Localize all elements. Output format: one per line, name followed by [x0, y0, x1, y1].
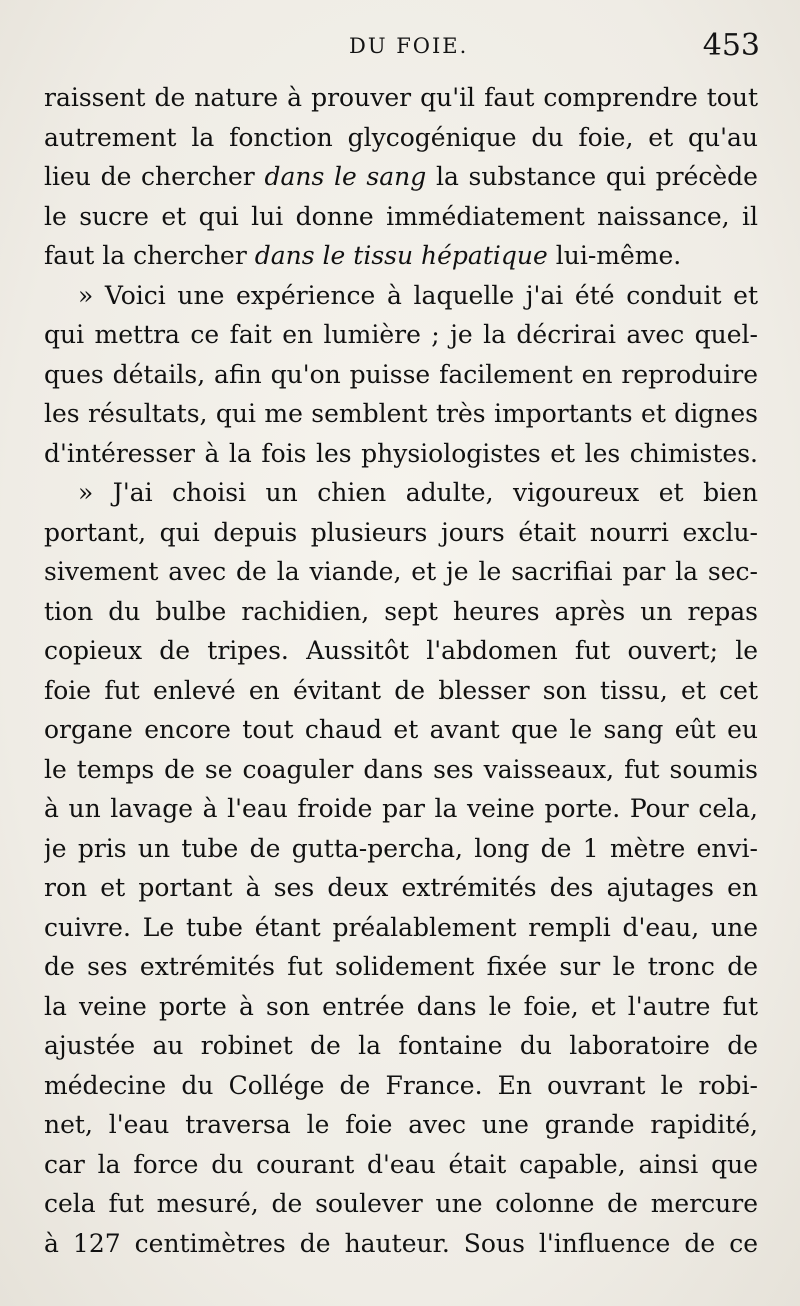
text-line: cela fut mesuré, de soulever une colonne de mercure: [44, 1189, 758, 1218]
text-line: net, l'eau traversa le foie avec une grande rapidité,: [44, 1110, 758, 1139]
text-line: la veine porte à son entrée dans le foie, et l'autre fut: [44, 991, 758, 1021]
text-line: organe encore tout chaud et avant que le sang eût eu: [44, 715, 758, 744]
text-line: » J'ai choisi un chien adulte, vigoureux et bien: [78, 478, 758, 507]
text-line: à un lavage à l'eau froide par la veine porte. Pour cela,: [44, 794, 758, 823]
body-text: [44, 78, 758, 1263]
text-line: » Voici une expérience à laquelle j'ai été conduit et: [78, 280, 758, 310]
text-line: le temps de se coaguler dans ses vaisseaux, fut soumis: [44, 754, 758, 784]
text-line: qui mettra ce fait en lumière ; je la décrirai avec quel-: [44, 320, 758, 349]
text-line: médecine du Collége de France. En ouvrant le robi-: [44, 1070, 758, 1100]
line-text: lieu de chercher: [44, 162, 265, 191]
italic-phrase: dans le tissu hépatique: [254, 241, 548, 270]
text-line: raissent de nature à prouver qu'il faut comprendre tout: [44, 83, 758, 112]
italic-phrase: dans le sang: [264, 162, 427, 191]
text-line: je pris un tube de gutta-percha, long de 1 mètre envi-: [44, 833, 758, 863]
text-line: à 127 centimètres de hauteur. Sous l'influence de ce: [44, 1228, 758, 1258]
text-line: de ses extrémités fut solidement fixée sur le tronc de: [44, 952, 758, 981]
text-line: cuivre. Le tube étant préalablement rempli d'eau, une: [44, 912, 758, 942]
text-line: car la force du courant d'eau était capable, ainsi que: [44, 1149, 758, 1179]
line-text: lui-même.: [547, 241, 682, 270]
running-head: DU FOIE.: [349, 34, 469, 58]
text-line: sivement avec de la viande, et je le sacrifiai par la sec-: [44, 557, 758, 586]
text-line: ron et portant à ses deux extrémités des ajutages en: [44, 873, 758, 902]
text-line: autrement la fonction glycogénique du foie, et qu'au: [44, 122, 758, 152]
text-line: [44, 236, 758, 276]
text-line: portant, qui depuis plusieurs jours était nourri exclu-: [44, 517, 758, 547]
text-line: ques détails, afin qu'on puisse facilement en reproduire: [44, 359, 758, 389]
page-header: [44, 30, 760, 70]
text-line: le sucre et qui lui donne immédiatement naissance, il: [44, 201, 758, 231]
text-line: [44, 157, 758, 197]
line-text: faut la chercher: [44, 241, 255, 270]
text-line: tion du bulbe rachidien, sept heures après un repas: [44, 596, 758, 626]
page-number: 453: [702, 28, 760, 63]
line-text: la substance qui précède: [426, 162, 758, 191]
text-line: d'intéresser à la fois les physiologistes et les chimistes.: [44, 438, 758, 468]
text-line: copieux de tripes. Aussitôt l'abdomen fut ouvert; le: [44, 636, 758, 665]
text-line: ajustée au robinet de la fontaine du laboratoire de: [44, 1031, 758, 1060]
text-line: foie fut enlevé en évitant de blesser son tissu, et cet: [44, 675, 758, 705]
text-line: les résultats, qui me semblent très importants et dignes: [44, 399, 758, 428]
